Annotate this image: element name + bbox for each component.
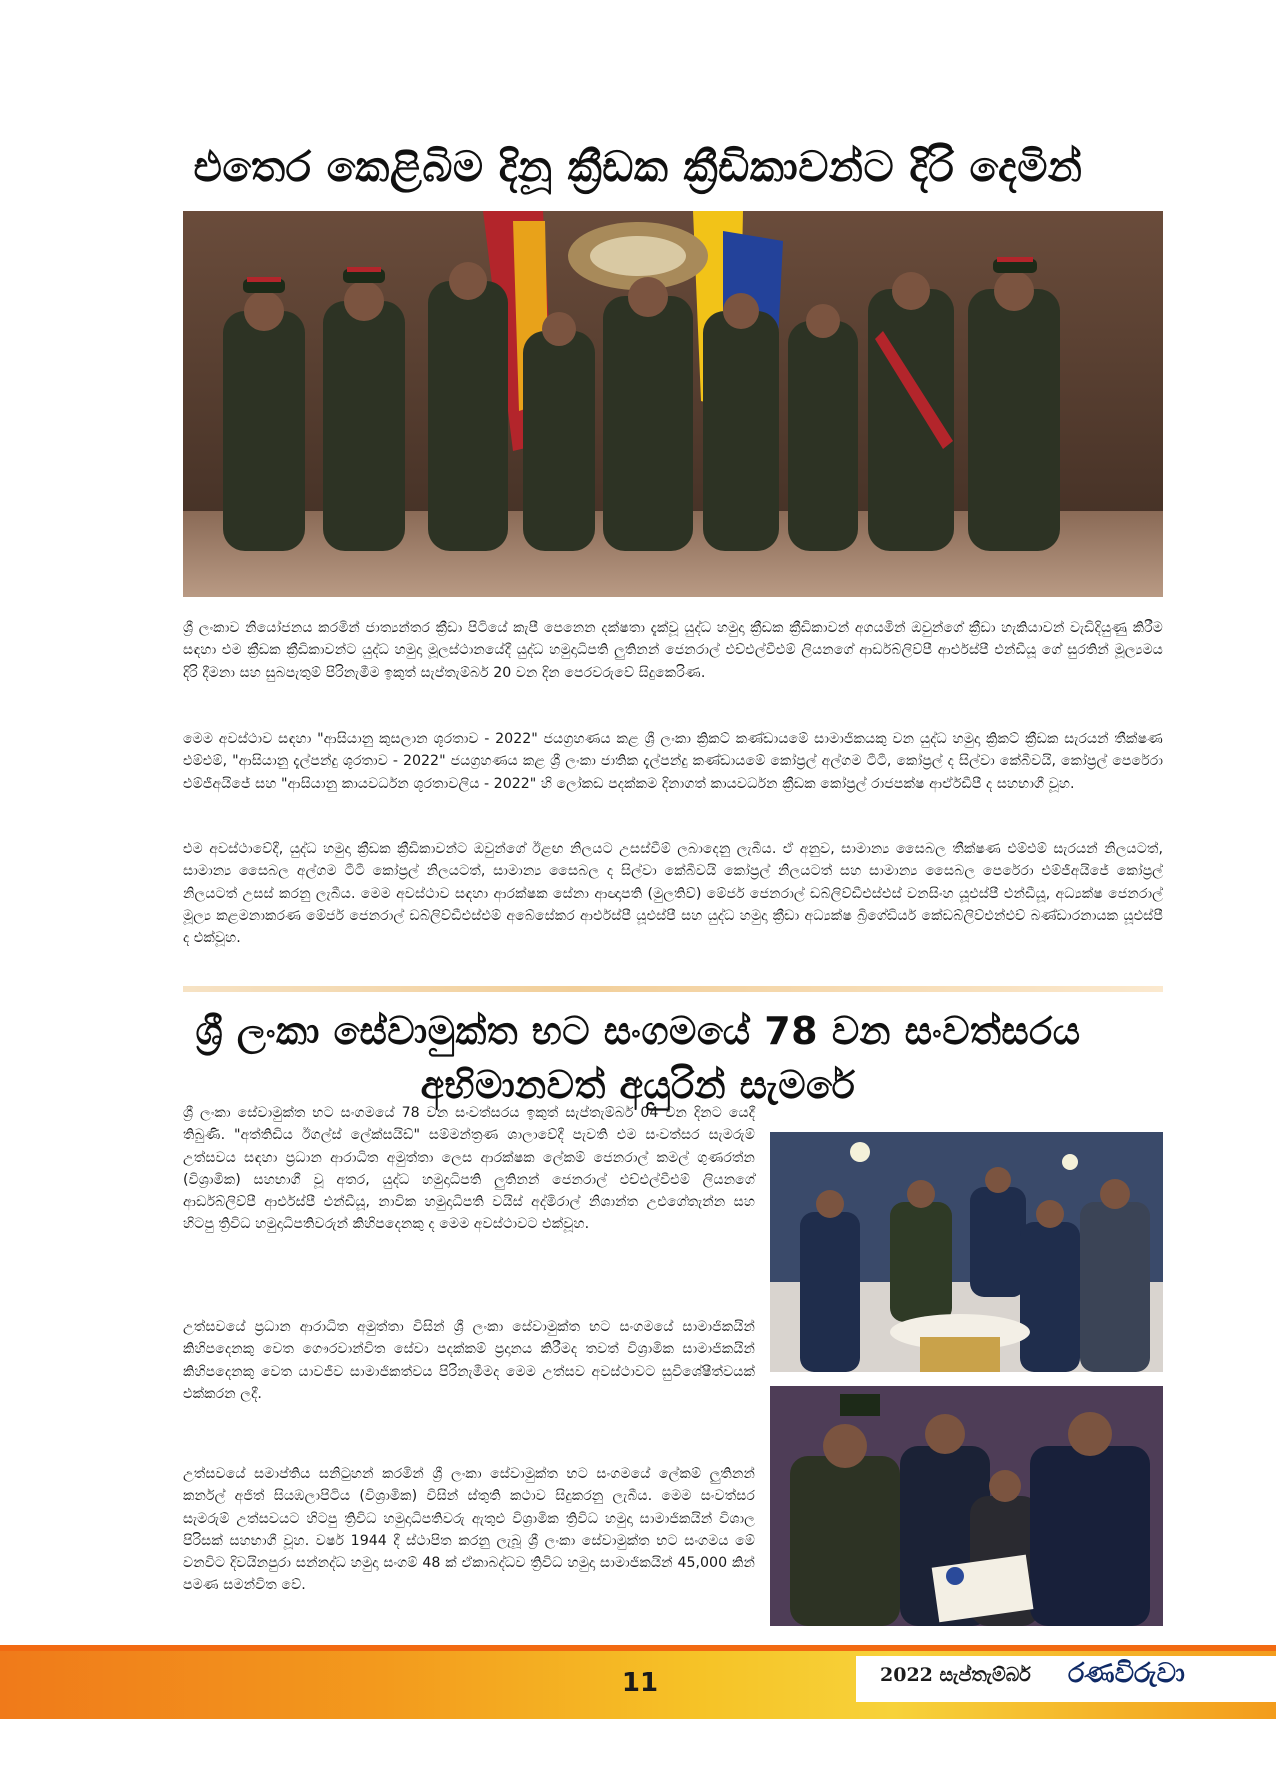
issue-date: 2022 සැප්තැම්බර් [880, 1664, 1031, 1686]
article2-headline-line1: ශ්‍රී ලංකා සේවාමුක්ත භට සංගමයේ 78 වන සංවත්සරය [195, 1009, 1081, 1053]
footer-accent-strip [0, 1645, 1276, 1651]
magazine-name: රණවිරුවා [1068, 1658, 1185, 1689]
article1-paragraph: මෙම අවස්ථාව සඳහා "ආසියානු කුසලාන ශූරතාව - 2022" ජයග්‍රහණය කළ ශ්‍රී ලංකා ක්‍රිකට් කණ්ඩායමේ සාමාජිකයකු වන යුද්ධ හමුදා ක්‍රිකට් ක්‍රීඩක සැරයන් තීක්ෂණ එම්එම්, "ආසියානු දැල්පන්දු ශූරතාව - 2022" ජයග්‍රහණය කළ ශ්‍රී ලංකා ජාතික දැල්පන්දු කණ්ඩායමේ කෝප්‍රල් අල්ගම ටීටී, කෝප්‍රල් ද සිල්වා කේබීවයි, කෝප්‍රල් පෙරේරා එම්ජීඅයිජේ සහ "ආසියානු කායවර්ධන ශූරතාවලිය - 2022" හි ලෝකඩ පදක්කම දිනාගත් කායවර්ධන ක්‍රීඩක කෝප්‍රල් රාජපක්ෂ ආර්ඒඩීපී ද සහභාගී වූහ. [183, 731, 1163, 792]
section-divider [183, 986, 1163, 992]
award-group-photo [183, 211, 1163, 597]
article2-paragraph: ශ්‍රී ලංකා සේවාමුක්ත භට සංගමයේ 78 වන සංවත්සරය ඉකුත් සැප්තැම්බර් 04 වන දිනට යෙදී තිබුණි. "අත්තිඩිය ඊගල්ස් ලේක්සයිඩ්" සම්මන්ත්‍රණ ශාලාවේදී පැවති එම සංවත්සර සැමරුම් උත්සවය සඳහා ප්‍රධාන ආරාධිත අමුත්තා ලෙස ආරක්ෂක ලේකම් ජෙනරාල් කමල් ගුණරත්න (විශ්‍රාමික) සහභාගී වූ අතර, යුද්ධ හමුදාධිපති ලුතිනන් ජෙනරාල් එච්එල්වීඑම් ලියනගේ ආර්ඩබ්ලිව්පී ආර්එස්පී එන්ඩීයූ, නාවික හමුදාධිපති වයිස් අද්මිරාල් නිශාන්ත උළුගේතැන්න සහ හිටපු ත්‍රිවිධ හමුදාධිපතිවරුන් කිහිපදෙනකු ද මෙම අවස්ථාවට එක්වූහ. [183, 1105, 755, 1233]
article1-paragraph: ශ්‍රී ලංකාව නියෝජනය කරමින් ජාත්‍යන්තර ක්‍රීඩා පිටියේ කැපී පෙනෙන දක්ෂතා දැක්වූ යුද්ධ හමුදා ක්‍රීඩක ක්‍රීඩිකාවන් අගයමින් ඔවුන්ගේ ක්‍රීඩා හැකියාවන් වැඩිදියුණු කිරීම සඳහා එම ක්‍රීඩක ක්‍රීඩිකාවන්ට යුද්ධ හමුදා මූලස්ථානයේදී යුද්ධ හමුදාධිපති ලුතිනන් ජෙනරාල් එච්එල්වීඑම් ලියනගේ ආර්ඩබ්ලිව්පී ආර්එස්පී එන්ඩීයූ ගේ සුරතින් මූල්‍යමය දිරි දීමනා සහ සුබපැතුම් පිරිනැමීම ඉකුත් සැප්තැම්බර් 20 වන දින පෙරවරුවේ සිදුකෙරිණ. [183, 620, 1163, 681]
article2-paragraph: උත්සවයේ ප්‍රධාන ආරාධිත අමුත්තා විසින් ශ්‍රී ලංකා සේවාමුක්ත භට සංගමයේ සාමාජිකයින් කිහිපදෙනකු වෙත ගෞරවාන්විත සේවා පදක්කම් ප්‍රදානය කිරීමද තවත් විශ්‍රාමික සාමාජිකයින් කිහිපදෙනකු වෙත යාවජීව සාමාජිකත්වය පිරිනැමීමද මෙම උත්සව අවස්ථාවට සුවිශේෂීත්වයක් එක්කරන ලදී. [183, 1319, 755, 1402]
page-number: 11 [621, 1668, 659, 1698]
article1-paragraph: එම අවස්ථාවේදී, යුද්ධ හමුදා ක්‍රීඩක ක්‍රීඩිකාවන්ට ඔවුන්ගේ ඊළඟ නිලයට උසස්වීම් ලබාදෙනු ලැබීය. ඒ අනුව, සාමාන්‍ය සෛබල තීක්ෂණ එම්එම් සැරයන් නිලයටත්, සාමාන්‍ය සෛබල අල්ගම ටීටී කෝප්‍රල් නිලයටත්, සාමාන්‍ය සෛබල ද සිල්වා කේබීවයි කෝප්‍රල් නිලයටත් සහ සාමාන්‍ය සෛබල පෙරේරා එම්ජීඅයිජේ කෝප්‍රල් නිලයටත් උසස් කරනු ලැබීය. මෙම අවස්ථාව සඳහා ආරක්ෂක සේනා ආඥාපති (මුලතිව්) මේජර් ජෙනරාල් ඩබ්ලිව්ඩීඑස්එස් වනසිංහ යූඑස්පී එන්ඩීයූ, අධ්‍යක්ෂ ජෙනරාල් මූල්‍ය කළමනාකරණ මේජර් ජෙනරාල් ඩබ්ලිව්ඩීඑස්එම් අබේසේකර ආර්එස්පී යූඑස්පී සහ යුද්ධ හමුදා ක්‍රීඩා අධ්‍යක්ෂ බ්‍රිගේඩියර් කේඩබ්ලිව්එන්එච් බණ්ඩාරනායක යූඑස්පී ද එක්වූහ. [183, 841, 1163, 947]
medal-presentation-photo [770, 1386, 1163, 1626]
article1-headline: එතෙර කෙළිබිම දිනූ ක්‍රීඩක ක්‍රීඩිකාවන්ට දිරි දෙමින් [193, 142, 1083, 191]
article2-paragraph: උත්සවයේ සමාප්තිය සනිටුහන් කරමින් ශ්‍රී ලංකා සේවාමුක්ත භට සංගමයේ ලේකම් ලුතිනන් කර්නල් අජිත් සියඹලාපිටිය (විශ්‍රාමික) විසින් ස්තුති කථාව සිදුකරනු ලැබීය. මෙම සංවත්සර සැමරුම් උත්සවයට හිටපු ත්‍රිවිධ හමුදාධිපතිවරු ඇතුළු විශ්‍රාමික ත්‍රිවිධ හමුදා සාමාජිකයින් විශාල පිරිසක් සහභාගී වූහ. වර්ෂ 1944 දී ස්ථාපිත කරනු ලැබූ ශ්‍රී ලංකා සේවාමුක්ත භට සංගමය මේ වනවිට දිවයිනපුරා සන්නද්ධ හමුදා සංගම් 48 ක් ඒකාබද්ධව ත්‍රිවිධ හමුදා සාමාජිකයින් 45,000 කින් පමණ සමන්විත වේ. [183, 1466, 755, 1594]
article2-headline [0, 1004, 1276, 1112]
anniversary-guests-photo [770, 1132, 1163, 1372]
article2-headline-line2: අභිමානවත් අයුරින් සැමරේ [420, 1063, 856, 1107]
